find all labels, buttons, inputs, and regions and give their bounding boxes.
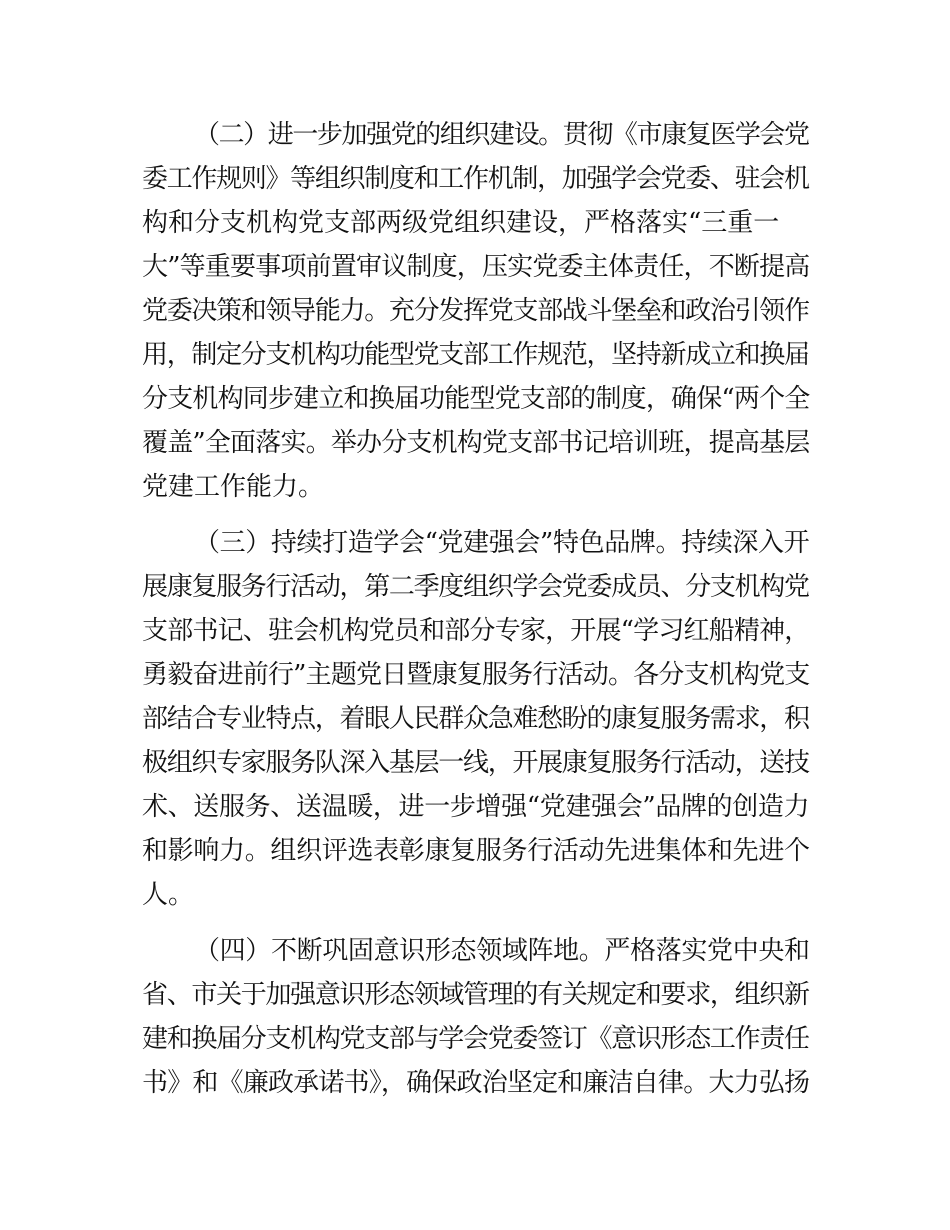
text-line: （四）不断巩固意识形态领域阵地。严格落实党中央和 — [194, 936, 810, 966]
text-line: 覆盖”全面落实。举办分支机构党支部书记培训班，提高基层 — [142, 428, 810, 458]
paragraph-section-4 — [142, 929, 810, 1105]
text-line: 委工作规则》等组织制度和工作机制，加强学会党委、驻会机 — [142, 164, 809, 194]
paragraph-section-3 — [142, 521, 810, 917]
paragraph-section-2 — [142, 113, 810, 509]
text-line: 分支机构同步建立和换届功能型党支部的制度，确保“两个全 — [142, 384, 810, 414]
text-line: 部结合专业特点，着眼人民群众急难愁盼的康复服务需求，积 — [142, 704, 809, 734]
text-line: 构和分支机构党支部两级党组织建设，严格落实“三重一 — [142, 208, 780, 238]
text-line: 用，制定分支机构功能型党支部工作规范，坚持新成立和换届 — [142, 340, 809, 370]
text-line: 省、市关于加强意识形态领域管理的有关规定和要求，组织新 — [142, 980, 809, 1010]
text-line: 党建工作能力。 — [142, 472, 325, 502]
text-line: 勇毅奋进前行”主题党日暨康复服务行活动。各分支机构党支 — [142, 660, 810, 690]
text-line: 大”等重要事项前置审议制度，压实党委主体责任，不断提高 — [142, 252, 810, 282]
text-line: 展康复服务行活动，第二季度组织学会党委成员、分支机构党 — [142, 572, 809, 602]
text-line: 建和换届分支机构党支部与学会党委签订《意识形态工作责任 — [142, 1024, 809, 1054]
text-line: （三）持续打造学会“党建强会”特色品牌。持续深入开 — [194, 528, 810, 558]
text-line: 极组织专家服务队深入基层一线，开展康复服务行活动，送技 — [142, 748, 809, 778]
text-line: 术、送服务、送温暖，进一步增强“党建强会”品牌的创造力 — [142, 792, 810, 822]
text-line: 和影响力。组织评选表彰康复服务行活动先进集体和先进个 — [142, 836, 810, 866]
text-line: 书》和《廉政承诺书》，确保政治坚定和廉洁自律。大力弘扬 — [142, 1068, 810, 1098]
text-line: （二）进一步加强党的组织建设。贯彻《市康复医学会党 — [194, 120, 809, 150]
text-line: 人。 — [142, 880, 195, 910]
document-body — [142, 113, 810, 1117]
text-line: 支部书记、驻会机构党员和部分专家，开展“学习红船精神， — [142, 616, 810, 646]
text-line: 党委决策和领导能力。充分发挥党支部战斗堡垒和政治引领作 — [142, 296, 809, 326]
